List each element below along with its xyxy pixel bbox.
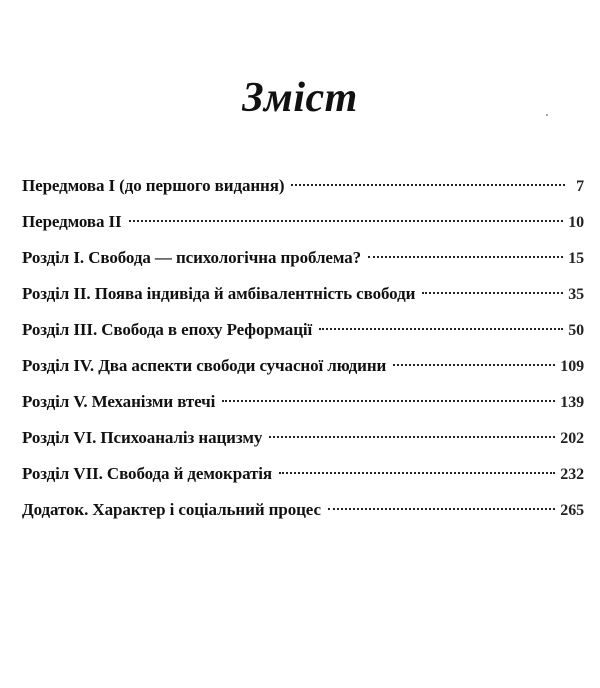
toc-entry-title: Передмова I (до першого видання)	[22, 176, 285, 195]
toc-entry-title: Додаток. Характер і соціальний процес	[22, 500, 321, 519]
toc-entry	[22, 492, 584, 528]
toc-entry	[22, 384, 584, 420]
toc-page-number: 232	[560, 466, 584, 483]
toc-dot-leader	[269, 436, 555, 438]
toc-dot-leader	[422, 292, 563, 294]
toc-page-number: 50	[568, 322, 584, 339]
toc-page-number: 139	[560, 394, 584, 411]
toc-page-number: 35	[568, 286, 584, 303]
toc-entry	[22, 204, 584, 240]
page-title: Зміст	[242, 75, 358, 121]
toc-dot-leader	[319, 328, 563, 330]
toc-entry	[22, 420, 584, 456]
toc-entry	[22, 312, 584, 348]
toc-dot-leader	[393, 364, 555, 366]
toc-dot-leader	[291, 184, 565, 186]
toc-page-number: 15	[568, 250, 584, 267]
toc-entry	[22, 240, 584, 276]
toc-entry-title: Розділ IV. Два аспекти свободи сучасної людини	[22, 356, 387, 375]
table-of-contents	[22, 168, 584, 528]
toc-entry-title: Розділ III. Свобода в епоху Реформації	[22, 320, 313, 339]
toc-entry	[22, 348, 584, 384]
toc-page-number: 202	[560, 430, 584, 447]
toc-entry-title: Передмова II	[22, 212, 122, 231]
toc-entry-title: Розділ V. Механізми втечі	[22, 392, 216, 411]
toc-page-number: 7	[576, 178, 584, 195]
toc-page-number: 109	[560, 358, 584, 375]
toc-dot-leader	[129, 220, 564, 222]
toc-page-number: 10	[568, 214, 584, 231]
toc-entry-title: Розділ VII. Свобода й демократія	[22, 464, 273, 483]
toc-entry-title: Розділ I. Свобода — психологічна проблема?	[22, 248, 361, 267]
toc-entry	[22, 276, 584, 312]
toc-entry	[22, 168, 584, 204]
toc-page-number: 265	[560, 502, 584, 519]
toc-entry-title: Розділ VI. Психоаналіз нацизму	[22, 428, 263, 447]
toc-dot-leader	[279, 472, 555, 474]
toc-dot-leader	[328, 508, 555, 510]
toc-dot-leader	[368, 256, 563, 258]
toc-entry-title: Розділ II. Поява індивіда й амбівалентність свободи	[22, 284, 416, 303]
toc-dot-leader	[222, 400, 555, 402]
toc-entry	[22, 456, 584, 492]
